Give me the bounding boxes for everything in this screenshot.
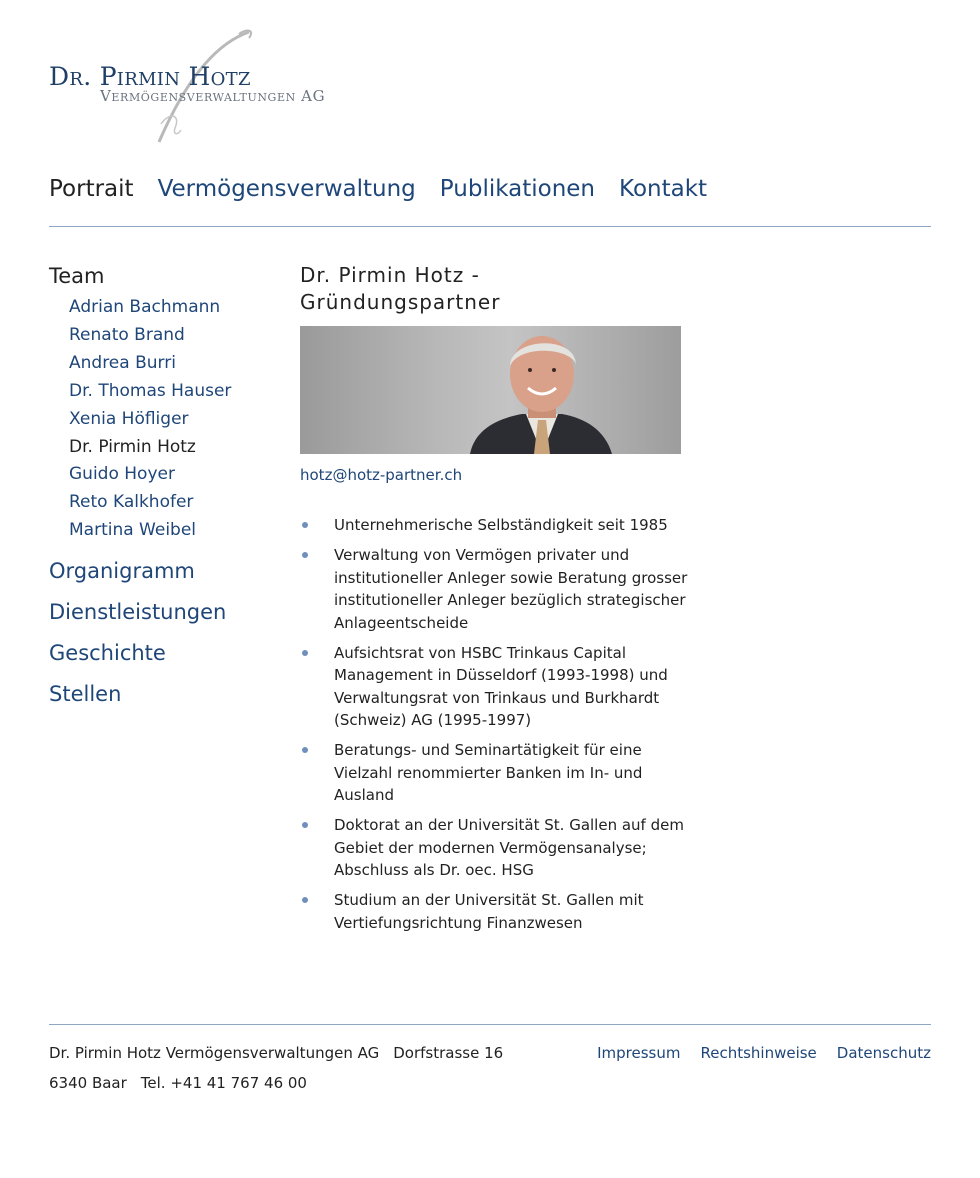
list-item: Doktorat an der Universität St. Gallen auf dem Gebiet der modernen Vermögensanalyse; Abschluss als Dr. oec. HSG (300, 814, 690, 882)
list-item: Studium an der Universität St. Gallen mit Vertiefungsrichtung Finanzwesen (300, 889, 690, 934)
cv-bullet-list (300, 514, 690, 934)
list-item (69, 406, 279, 434)
sidebar-item-xenia-hoefliger[interactable]: Xenia Höfliger (69, 408, 189, 429)
list-item (69, 322, 279, 350)
page-title: Dr. Pirmin Hotz - Gründungspartner (300, 263, 501, 314)
footer-divider (49, 1024, 931, 1025)
main-content (300, 262, 700, 942)
sidebar-item-thomas-hauser[interactable]: Dr. Thomas Hauser (69, 380, 232, 401)
nav-kontakt[interactable]: Kontakt (619, 176, 708, 202)
footer-link-rechtshinweise[interactable]: Rechtshinweise (700, 1044, 817, 1062)
footer-link-impressum[interactable]: Impressum (597, 1044, 681, 1062)
footer-address-line-2 (49, 1074, 307, 1092)
sidebar-item-team[interactable]: Team (49, 264, 105, 288)
logo-name: Dr. Pirmin Hotz (49, 62, 251, 91)
footer-company: Dr. Pirmin Hotz Vermögensverwaltungen AG (49, 1044, 380, 1062)
list-item (69, 378, 279, 406)
sidebar-item-martina-weibel[interactable]: Martina Weibel (69, 520, 197, 541)
sidebar-item-andrea-burri[interactable]: Andrea Burri (69, 352, 176, 373)
list-item (69, 489, 279, 517)
sidebar-item-guido-hoyer[interactable]: Guido Hoyer (69, 464, 175, 485)
sidebar-item-reto-kalkhofer[interactable]: Reto Kalkhofer (69, 492, 194, 513)
list-item: Beratungs- und Seminartätigkeit für eine Vielzahl renommierter Banken im In- und Ausland (300, 739, 690, 807)
footer-street: Dorfstrasse 16 (393, 1044, 504, 1062)
main-navigation (49, 176, 707, 202)
logo-subtitle: Vermögensverwaltungen AG (100, 87, 326, 105)
sidebar (49, 264, 279, 715)
nav-publikationen[interactable]: Publikationen (439, 176, 596, 202)
header-divider (49, 226, 931, 227)
portrait-photo (300, 326, 681, 454)
footer-links (597, 1044, 931, 1062)
footer-link-datenschutz[interactable]: Datenschutz (836, 1044, 931, 1062)
footer-phone: Tel. +41 41 767 46 00 (140, 1074, 307, 1092)
footer-city: 6340 Baar (49, 1074, 127, 1092)
list-item: Aufsichtsrat von HSBC Trinkaus Capital Management in Düsseldorf (1993-1998) und Verwaltungsrat von Trinkaus und Burkhardt (Schweiz) AG (1995-1997) (300, 642, 690, 732)
sidebar-item-renato-brand[interactable]: Renato Brand (69, 324, 185, 345)
sidebar-item-adrian-bachmann[interactable]: Adrian Bachmann (69, 297, 221, 317)
sidebar-item-geschichte[interactable]: Geschichte (49, 641, 166, 666)
portrait-person-icon (300, 326, 681, 454)
nav-portrait[interactable]: Portrait (49, 176, 134, 202)
team-member-list (69, 294, 279, 545)
list-item (69, 350, 279, 378)
list-item: Unternehmerische Selbständigkeit seit 1985 (300, 514, 690, 537)
list-item: Verwaltung von Vermögen privater und institutioneller Anleger sowie Beratung grosser institutioneller Anleger bezüglich strategischer Anlageentscheide (300, 544, 690, 634)
list-item (69, 294, 279, 322)
sidebar-item-stellen[interactable]: Stellen (49, 682, 122, 707)
email-link[interactable]: hotz@hotz-partner.ch (300, 466, 463, 484)
footer-address-line-1 (49, 1044, 503, 1062)
company-logo[interactable] (49, 24, 369, 149)
list-item (69, 517, 279, 545)
sidebar-item-organigramm[interactable]: Organigramm (49, 559, 195, 584)
list-item (69, 434, 279, 462)
list-item (69, 461, 279, 489)
nav-vermoegensverwaltung[interactable]: Vermögensverwaltung (157, 176, 416, 202)
sidebar-item-pirmin-hotz[interactable]: Dr. Pirmin Hotz (69, 436, 196, 457)
sidebar-item-dienstleistungen[interactable]: Dienstleistungen (49, 600, 227, 625)
